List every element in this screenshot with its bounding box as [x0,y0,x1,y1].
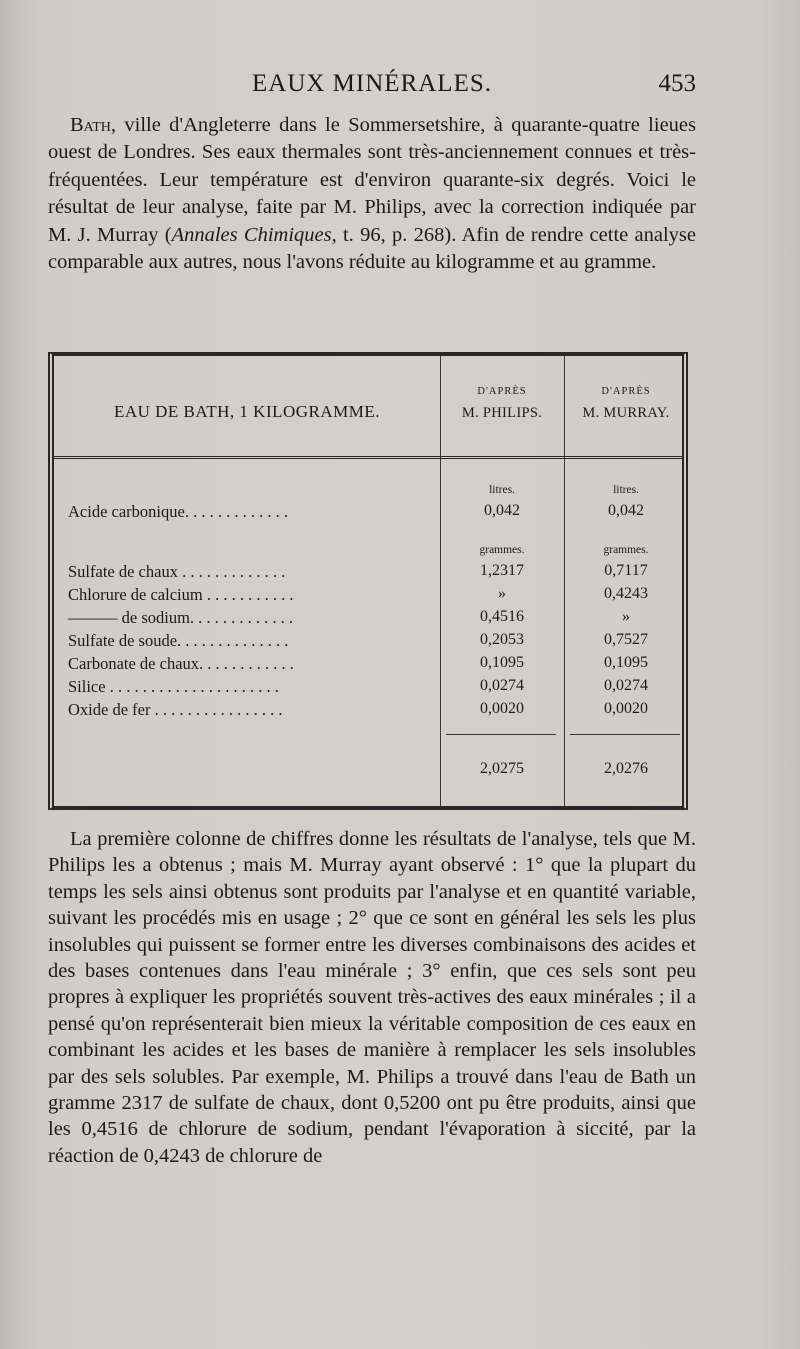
column-divider [564,356,565,806]
intro-text-after: , t. 96, p. 268). Afin de rendre cette analyse comparable aux autres, nous l'avons réduite au kilogramme et au gramme. [48,223,696,274]
header-rule [54,456,682,459]
table-row-label: ——— de sodium. . . . . . . . . . . . . [68,608,294,627]
table-row-label: Acide carbonique. . . . . . . . . . . . . [68,502,288,521]
table-cell-philips: 0,0020 [480,700,524,717]
unit-label: litres. [489,484,515,496]
intro-lead: Bath [70,114,111,136]
table-cell-philips: 0,0274 [480,677,524,694]
body-paragraph: La première colonne de chiffres donne les résultats de l'analyse, tels que M. Philips les a obtenus ; mais M. Murray ayant observé : 1° que la plupart du temps les sels ainsi obtenus sont produits par l'analyse et en quantité variable, suivant les procédés mis en usage ; 2° que ce sont en général les sels les plus insolubles qui puissent se former entre les diverses combinaisons des acides et des bases contenues dans l'eau minérale ; 3° enfin, que ces sels sont peu propres à expliquer les propriétés souvent très-actives des eaux minérales ; il a pensé qu'on représenterait bien mieux la véritable composition de ces eaux en combinant les acides et les bases de manière à remplacer les sels insolubles par des sels solubles. Par exemple, M. Philips a trouvé dans l'eau de Bath un gramme 2317 de sulfate de chaux, dont 0,5200 ont pu être produits, ainsi que les 0,4516 de chlorure de sodium, pendant l'évaporation à siccité, par la réaction de 0,4243 de chlorure de [48,828,696,1167]
running-title: EAUX MINÉRALES. [252,70,492,97]
table-cell-murray: 0,7117 [604,562,648,579]
table-cell-murray: 0,7527 [604,631,648,648]
table-cell-murray: 0,0020 [604,700,648,717]
table-cell-philips: 0,4516 [480,608,524,625]
table-cell-murray: 0,4243 [604,585,648,602]
table-row-label: Sulfate de soude. . . . . . . . . . . . . . [68,631,289,650]
table-cell-philips: 0,1095 [480,654,524,671]
total-rule [446,734,556,735]
page-number: 453 [658,70,696,97]
column-header-top: D'APRÈS [477,386,527,397]
column-header-philips [440,384,564,422]
column-divider [440,356,441,806]
table-row-label: Chlorure de calcium . . . . . . . . . . . [68,585,294,604]
column-header-name: M. MURRAY. [582,405,670,421]
total-philips: 2,0275 [480,760,524,777]
intro-paragraph [48,112,696,276]
table-cell-philips: 0,2053 [480,631,524,648]
total-murray: 2,0276 [604,760,648,777]
unit-label: grammes. [603,544,649,556]
table-title: EAU DE BATH, 1 KILOGRAMME. [113,402,381,421]
running-header [48,70,696,106]
table-cell-murray: » [622,608,630,625]
table-row-label: Sulfate de chaux . . . . . . . . . . . . . [68,562,286,581]
table-cell-murray: 0,0274 [604,677,648,694]
table-row-label: Carbonate de chaux. . . . . . . . . . . . [68,654,294,673]
table-cell-philips: 1,2317 [480,562,524,579]
unit-label: litres. [613,484,639,496]
table-cell-philips: » [498,585,506,602]
intro-citation: Annales Chimiques [171,223,332,246]
table-row-label: Silice . . . . . . . . . . . . . . . . . . . . . [68,677,279,696]
table-cell-philips: 0,042 [484,502,520,519]
table-cell-murray: 0,042 [608,502,644,519]
column-header-name: M. PHILIPS. [461,405,543,421]
intro-text: , ville d'Angleterre dans le Sommersetshire, à quarante-quatre lieues ouest de Londres. Ses eaux thermales sont très-anciennement connues et très-fréquentées. Leur température est d'environ quarante-six degrés. Voici le résultat de leur analyse, faite par M. Philips, avec la correction indiquée par M. J. Murray ( [48,114,696,246]
total-rule [570,734,680,735]
table-cell-murray: 0,1095 [604,654,648,671]
column-header-top: D'APRÈS [601,386,651,397]
unit-label: grammes. [479,544,525,556]
column-header-murray [564,384,688,422]
table-row-label: Oxide de fer . . . . . . . . . . . . . . . . [68,700,283,719]
analysis-table [48,352,688,810]
